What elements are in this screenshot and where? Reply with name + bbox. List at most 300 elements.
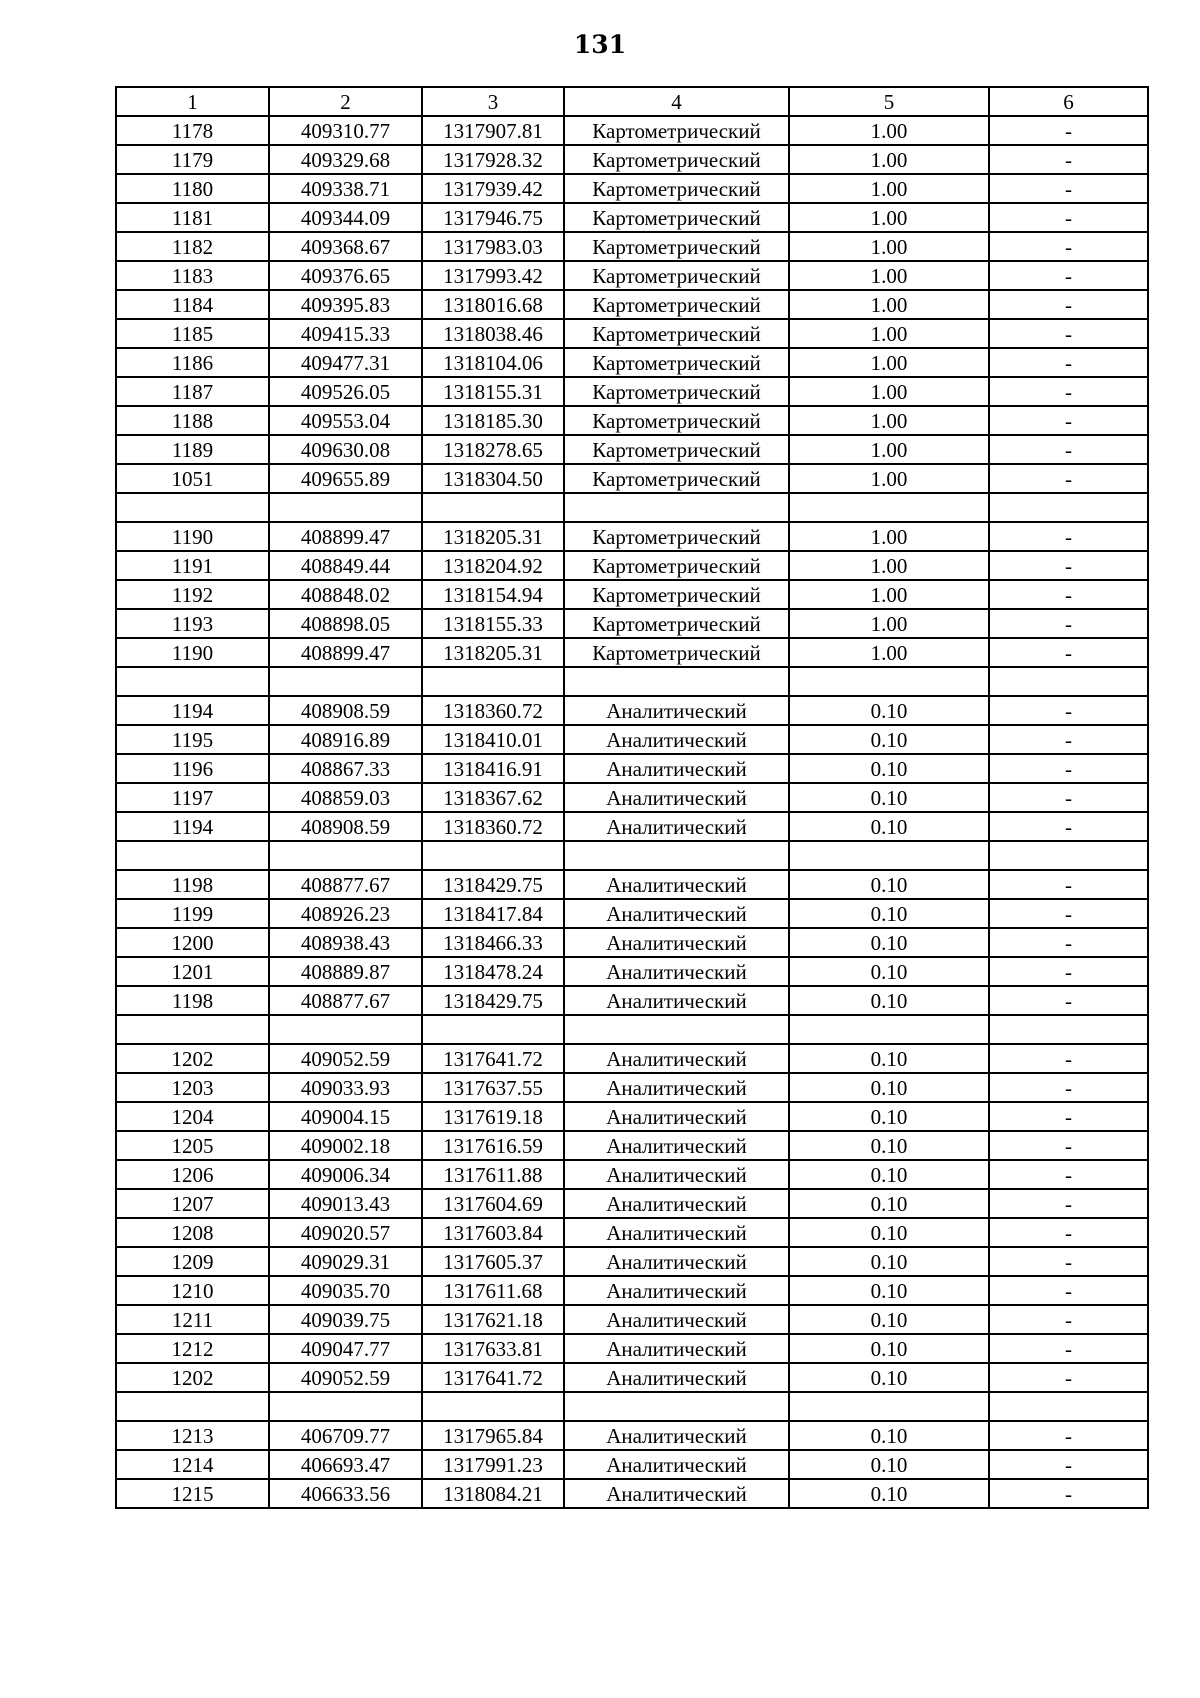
table-cell: - [989,1189,1148,1218]
empty-cell [989,841,1148,870]
table-cell: 1198 [116,870,269,899]
empty-cell [564,1015,789,1044]
table-cell: - [989,609,1148,638]
table-cell: - [989,870,1148,899]
table-cell: Аналитический [564,1131,789,1160]
table-cell: Аналитический [564,870,789,899]
table-body [116,87,1148,1508]
table-cell: 1318367.62 [422,783,564,812]
table-row [116,522,1148,551]
table-cell: 1317616.59 [422,1131,564,1160]
table-cell: 409052.59 [269,1044,422,1073]
table-cell: 408867.33 [269,754,422,783]
table-cell: Картометрический [564,174,789,203]
table-cell: 1318155.33 [422,609,564,638]
table-cell: 1318410.01 [422,725,564,754]
table-cell: Аналитический [564,783,789,812]
table-cell: - [989,551,1148,580]
table-cell: 409344.09 [269,203,422,232]
table-row [116,928,1148,957]
table-cell: 1317641.72 [422,1044,564,1073]
table-cell: 1184 [116,290,269,319]
table-cell: 1194 [116,812,269,841]
table-cell: 1210 [116,1276,269,1305]
table-cell: - [989,145,1148,174]
table-cell: 409013.43 [269,1189,422,1218]
table-cell: Картометрический [564,464,789,493]
empty-cell [116,1392,269,1421]
table-cell: 1215 [116,1479,269,1508]
table-cell: 1318429.75 [422,986,564,1015]
table-row [116,1479,1148,1508]
table-cell: Аналитический [564,1160,789,1189]
table-cell: 1318466.33 [422,928,564,957]
table-row [116,1334,1148,1363]
table-row [116,232,1148,261]
page-number: 131 [573,30,627,59]
table-cell: Картометрический [564,377,789,406]
table-cell: 1317907.81 [422,116,564,145]
table-cell: Аналитический [564,725,789,754]
table-cell: 1190 [116,638,269,667]
table-cell: Аналитический [564,754,789,783]
table-cell: Аналитический [564,1450,789,1479]
table-cell: Картометрический [564,261,789,290]
table-cell: 1.00 [789,406,989,435]
table-cell: Аналитический [564,1073,789,1102]
table-cell: 1317946.75 [422,203,564,232]
table-cell: 1195 [116,725,269,754]
table-cell: 1318155.31 [422,377,564,406]
table-cell: 1051 [116,464,269,493]
table-cell: - [989,174,1148,203]
table-cell: 1318204.92 [422,551,564,580]
table-cell: 409329.68 [269,145,422,174]
table-row [116,1160,1148,1189]
table-cell: 406709.77 [269,1421,422,1450]
table-row [116,870,1148,899]
table-cell: Картометрический [564,609,789,638]
table-cell: - [989,899,1148,928]
empty-cell [789,667,989,696]
table-cell: 1317983.03 [422,232,564,261]
table-row [116,1189,1148,1218]
table-row [116,580,1148,609]
table-cell: Аналитический [564,1421,789,1450]
table-cell: 408877.67 [269,986,422,1015]
table-cell: - [989,406,1148,435]
table-cell: 1.00 [789,638,989,667]
table-cell: 1203 [116,1073,269,1102]
table-cell: - [989,1102,1148,1131]
table-cell: 1317611.88 [422,1160,564,1189]
table-cell: 1318304.50 [422,464,564,493]
table-cell: 1318185.30 [422,406,564,435]
table-cell: 1.00 [789,145,989,174]
table-cell: 408849.44 [269,551,422,580]
table-cell: 0.10 [789,1305,989,1334]
empty-cell [564,841,789,870]
table-cell: 1200 [116,928,269,957]
table-cell: 1317991.23 [422,1450,564,1479]
table-cell: 409395.83 [269,290,422,319]
table-cell: 1317621.18 [422,1305,564,1334]
empty-cell [116,1015,269,1044]
table-cell: 1186 [116,348,269,377]
table-row [116,551,1148,580]
empty-cell [789,841,989,870]
table-cell: 408899.47 [269,638,422,667]
table-row [116,1247,1148,1276]
table-cell: 406693.47 [269,1450,422,1479]
table-cell: 1.00 [789,290,989,319]
table-cell: 1209 [116,1247,269,1276]
table-cell: Аналитический [564,1189,789,1218]
table-cell: Картометрический [564,435,789,464]
table-cell: 409526.05 [269,377,422,406]
table-cell: - [989,1044,1148,1073]
table-row [116,377,1148,406]
table-row [116,1305,1148,1334]
table-cell: 1318417.84 [422,899,564,928]
empty-cell [269,1015,422,1044]
table-cell: 409553.04 [269,406,422,435]
table-row [116,1276,1148,1305]
table-cell: 1.00 [789,609,989,638]
table-cell: 409477.31 [269,348,422,377]
table-cell: 409035.70 [269,1276,422,1305]
table-row [116,725,1148,754]
table-cell: 1318016.68 [422,290,564,319]
table-cell: 0.10 [789,1102,989,1131]
table-row [116,174,1148,203]
table-cell: 409338.71 [269,174,422,203]
table-cell: 1318205.31 [422,638,564,667]
table-cell: 1317637.55 [422,1073,564,1102]
table-row [116,348,1148,377]
table-cell: 1318278.65 [422,435,564,464]
table-cell: Аналитический [564,957,789,986]
table-cell: 408938.43 [269,928,422,957]
table-cell: Аналитический [564,812,789,841]
table-cell: 1198 [116,986,269,1015]
header-cell: 6 [989,87,1148,116]
table-cell: 409655.89 [269,464,422,493]
table-cell: 408859.03 [269,783,422,812]
empty-cell [116,841,269,870]
table-cell: 1202 [116,1363,269,1392]
table-cell: - [989,435,1148,464]
table-cell: 1179 [116,145,269,174]
table-cell: 408916.89 [269,725,422,754]
table-cell: 0.10 [789,870,989,899]
table-cell: Картометрический [564,319,789,348]
table-cell: 1318360.72 [422,696,564,725]
table-cell: 0.10 [789,1131,989,1160]
table-cell: - [989,232,1148,261]
table-cell: 0.10 [789,1421,989,1450]
header-cell: 5 [789,87,989,116]
table-cell: 0.10 [789,1363,989,1392]
table-cell: 1193 [116,609,269,638]
table-cell: 408908.59 [269,812,422,841]
table-cell: - [989,377,1148,406]
table-cell: 1317965.84 [422,1421,564,1450]
table-cell: 1317611.68 [422,1276,564,1305]
table-cell: 1192 [116,580,269,609]
table-cell: 409006.34 [269,1160,422,1189]
table-row [116,696,1148,725]
table-row [116,203,1148,232]
table-cell: Аналитический [564,986,789,1015]
table-cell: Аналитический [564,1363,789,1392]
table-cell: - [989,783,1148,812]
table-row [116,464,1148,493]
table-row [116,1073,1148,1102]
table-cell: Картометрический [564,638,789,667]
table-cell: 1181 [116,203,269,232]
empty-cell [269,841,422,870]
table-cell: - [989,1479,1148,1508]
table-cell: 0.10 [789,899,989,928]
table-row [116,754,1148,783]
table-cell: 408889.87 [269,957,422,986]
table-row [116,986,1148,1015]
table-cell: 1317604.69 [422,1189,564,1218]
empty-cell [789,493,989,522]
table-cell: 1.00 [789,319,989,348]
table-cell: 1317641.72 [422,1363,564,1392]
empty-cell [789,1392,989,1421]
table-cell: 1318154.94 [422,580,564,609]
empty-cell [422,493,564,522]
table-header-row [116,87,1148,116]
table-cell: - [989,1218,1148,1247]
table-cell: - [989,1131,1148,1160]
coordinates-table [115,86,1149,1509]
table-cell: Картометрический [564,406,789,435]
table-cell: Аналитический [564,899,789,928]
table-row [116,145,1148,174]
empty-cell [789,1015,989,1044]
table-cell: 1317633.81 [422,1334,564,1363]
table-cell: 1.00 [789,377,989,406]
table-cell: 408908.59 [269,696,422,725]
table-cell: 409047.77 [269,1334,422,1363]
empty-cell [989,667,1148,696]
table-cell: 409376.65 [269,261,422,290]
table-cell: Картометрический [564,522,789,551]
table-cell: - [989,1247,1148,1276]
table-cell: - [989,1305,1148,1334]
table-cell: - [989,319,1148,348]
header-cell: 2 [269,87,422,116]
empty-cell [269,493,422,522]
table-cell: 1.00 [789,522,989,551]
table-cell: 1182 [116,232,269,261]
table-cell: - [989,116,1148,145]
table-row [116,116,1148,145]
table-cell: 1.00 [789,174,989,203]
table-cell: 0.10 [789,783,989,812]
table-cell: 1207 [116,1189,269,1218]
table-cell: 1318478.24 [422,957,564,986]
table-row [116,1102,1148,1131]
table-cell: - [989,203,1148,232]
table-cell: 1318360.72 [422,812,564,841]
table-cell: 1178 [116,116,269,145]
table-cell: 0.10 [789,1334,989,1363]
table-cell: - [989,986,1148,1015]
empty-cell [564,667,789,696]
table-cell: 0.10 [789,725,989,754]
table-row [116,261,1148,290]
empty-cell [116,493,269,522]
table-row [116,957,1148,986]
table-cell: 409029.31 [269,1247,422,1276]
table-cell: 409033.93 [269,1073,422,1102]
table-cell: 1206 [116,1160,269,1189]
table-cell: 1317939.42 [422,174,564,203]
header-cell: 1 [116,87,269,116]
empty-cell [989,1015,1148,1044]
table-cell: - [989,928,1148,957]
table-cell: 1317605.37 [422,1247,564,1276]
empty-cell [269,667,422,696]
empty-cell [422,1392,564,1421]
empty-cell [564,493,789,522]
table-cell: 0.10 [789,1044,989,1073]
table-cell: Картометрический [564,232,789,261]
table-cell: 409039.75 [269,1305,422,1334]
table-cell: 1317603.84 [422,1218,564,1247]
table-cell: - [989,754,1148,783]
table-cell: Аналитический [564,1276,789,1305]
table-cell: 1318104.06 [422,348,564,377]
table-cell: 1317619.18 [422,1102,564,1131]
table-cell: 408899.47 [269,522,422,551]
table-cell: - [989,1160,1148,1189]
table-cell: 0.10 [789,986,989,1015]
table-cell: - [989,522,1148,551]
table-cell: 1211 [116,1305,269,1334]
table-cell: 1318429.75 [422,870,564,899]
table-row [116,1421,1148,1450]
table-cell: - [989,638,1148,667]
table-cell: 0.10 [789,812,989,841]
table-cell: Аналитический [564,1479,789,1508]
table-cell: 1189 [116,435,269,464]
table-row [116,609,1148,638]
table-cell: 1188 [116,406,269,435]
table-spacer-row [116,1015,1148,1044]
table-cell: 408926.23 [269,899,422,928]
table-cell: 1.00 [789,580,989,609]
table-cell: - [989,580,1148,609]
table-cell: 408848.02 [269,580,422,609]
table-cell: 409002.18 [269,1131,422,1160]
table-cell: 1190 [116,522,269,551]
table-cell: 0.10 [789,696,989,725]
table-spacer-row [116,493,1148,522]
table-cell: 1.00 [789,551,989,580]
table-cell: 0.10 [789,1247,989,1276]
table-cell: 1201 [116,957,269,986]
table-cell: 1.00 [789,116,989,145]
table-cell: Аналитический [564,1218,789,1247]
table-cell: Аналитический [564,1044,789,1073]
table-cell: 1214 [116,1450,269,1479]
table-cell: Картометрический [564,203,789,232]
table-row [116,812,1148,841]
table-row [116,638,1148,667]
table-cell: 1.00 [789,261,989,290]
table-cell: 1205 [116,1131,269,1160]
empty-cell [269,1392,422,1421]
table-cell: - [989,290,1148,319]
table-row [116,1450,1148,1479]
table-cell: 408877.67 [269,870,422,899]
empty-cell [564,1392,789,1421]
empty-cell [422,841,564,870]
table-cell: 1.00 [789,203,989,232]
table-cell: 1185 [116,319,269,348]
table-cell: 1.00 [789,348,989,377]
table-cell: Картометрический [564,580,789,609]
table-cell: Аналитический [564,1334,789,1363]
table-cell: 406633.56 [269,1479,422,1508]
table-row [116,1363,1148,1392]
table-cell: 0.10 [789,1479,989,1508]
table-cell: Картометрический [564,551,789,580]
table-row [116,319,1148,348]
table-cell: 1191 [116,551,269,580]
table-cell: - [989,1334,1148,1363]
table-cell: 1197 [116,783,269,812]
table-cell: 1208 [116,1218,269,1247]
table-cell: 1318205.31 [422,522,564,551]
empty-cell [989,493,1148,522]
table-cell: - [989,725,1148,754]
table-cell: 1318038.46 [422,319,564,348]
table-cell: 408898.05 [269,609,422,638]
table-spacer-row [116,667,1148,696]
table-cell: 0.10 [789,754,989,783]
table-cell: 1318084.21 [422,1479,564,1508]
table-cell: - [989,464,1148,493]
table-cell: 1183 [116,261,269,290]
table-cell: 0.10 [789,928,989,957]
table-cell: Аналитический [564,928,789,957]
table-cell: 0.10 [789,1450,989,1479]
table-cell: 0.10 [789,1189,989,1218]
table-cell: Аналитический [564,1305,789,1334]
table-cell: Аналитический [564,1102,789,1131]
empty-cell [422,667,564,696]
table-cell: - [989,261,1148,290]
table-cell: 409630.08 [269,435,422,464]
table-row [116,899,1148,928]
header-cell: 3 [422,87,564,116]
table-cell: - [989,812,1148,841]
table-cell: 1199 [116,899,269,928]
empty-cell [116,667,269,696]
table-cell: Картометрический [564,145,789,174]
empty-cell [422,1015,564,1044]
table-cell: - [989,1450,1148,1479]
table-row [116,290,1148,319]
table-cell: 1187 [116,377,269,406]
